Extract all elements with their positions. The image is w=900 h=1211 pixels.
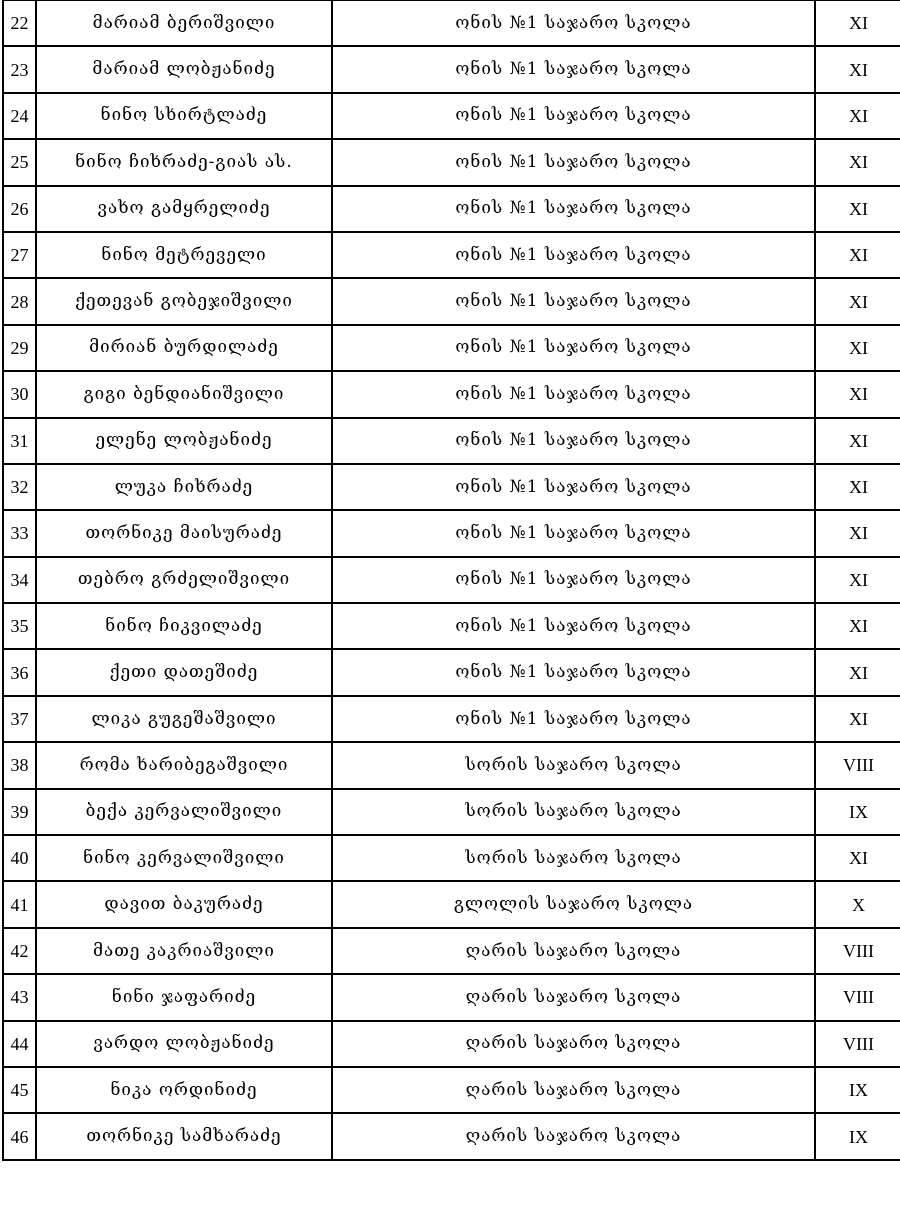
grade-level: XI bbox=[815, 1, 900, 47]
school-name: ონის №1 საჯარო სკოლა bbox=[332, 93, 815, 139]
school-name: ონის №1 საჯარო სკოლა bbox=[332, 325, 815, 371]
row-number: 23 bbox=[3, 46, 36, 92]
student-name: ნინო კერვალიშვილი bbox=[36, 835, 332, 881]
student-name: მარიამ ლობჟანიძე bbox=[36, 46, 332, 92]
school-name: ონის №1 საჯარო სკოლა bbox=[332, 649, 815, 695]
row-number: 37 bbox=[3, 696, 36, 742]
row-number: 28 bbox=[3, 278, 36, 324]
school-name: ონის №1 საჯარო სკოლა bbox=[332, 232, 815, 278]
school-name: ღარის საჯარო სკოლა bbox=[332, 974, 815, 1020]
row-number: 42 bbox=[3, 928, 36, 974]
table-row bbox=[3, 742, 900, 788]
school-name: გლოლის საჯარო სკოლა bbox=[332, 881, 815, 927]
school-name: ონის №1 საჯარო სკოლა bbox=[332, 603, 815, 649]
school-name: სორის საჯარო სკოლა bbox=[332, 789, 815, 835]
roster-body bbox=[3, 1, 900, 1160]
student-name: ნინო სხირტლაძე bbox=[36, 93, 332, 139]
table-row bbox=[3, 928, 900, 974]
school-name: ონის №1 საჯარო სკოლა bbox=[332, 278, 815, 324]
table-row bbox=[3, 325, 900, 371]
row-number: 43 bbox=[3, 974, 36, 1020]
student-name: რომა ხარიბეგაშვილი bbox=[36, 742, 332, 788]
grade-level: XI bbox=[815, 232, 900, 278]
grade-level: X bbox=[815, 881, 900, 927]
student-name: ნინო ჩიხრაძე-გიას ას. bbox=[36, 139, 332, 185]
grade-level: XI bbox=[815, 557, 900, 603]
school-name: ონის №1 საჯარო სკოლა bbox=[332, 1, 815, 47]
student-name: მათე კაკრიაშვილი bbox=[36, 928, 332, 974]
grade-level: XI bbox=[815, 464, 900, 510]
school-name: ონის №1 საჯარო სკოლა bbox=[332, 46, 815, 92]
table-row bbox=[3, 186, 900, 232]
school-name: ღარის საჯარო სკოლა bbox=[332, 1021, 815, 1067]
table-row bbox=[3, 557, 900, 603]
table-row bbox=[3, 93, 900, 139]
row-number: 25 bbox=[3, 139, 36, 185]
student-name: ქეთი დათეშიძე bbox=[36, 649, 332, 695]
school-name: ონის №1 საჯარო სკოლა bbox=[332, 139, 815, 185]
row-number: 27 bbox=[3, 232, 36, 278]
student-name: თებრო გრძელიშვილი bbox=[36, 557, 332, 603]
school-name: ღარის საჯარო სკოლა bbox=[332, 928, 815, 974]
school-name: ონის №1 საჯარო სკოლა bbox=[332, 510, 815, 556]
school-name: ღარის საჯარო სკოლა bbox=[332, 1067, 815, 1113]
grade-level: XI bbox=[815, 186, 900, 232]
student-name: ნინო ჩიკვილაძე bbox=[36, 603, 332, 649]
student-name: ვარდო ლობჟანიძე bbox=[36, 1021, 332, 1067]
row-number: 40 bbox=[3, 835, 36, 881]
table-row bbox=[3, 464, 900, 510]
grade-level: XI bbox=[815, 418, 900, 464]
student-name: ბექა კერვალიშვილი bbox=[36, 789, 332, 835]
grade-level: VIII bbox=[815, 742, 900, 788]
grade-level: IX bbox=[815, 1113, 900, 1159]
school-name: სორის საჯარო სკოლა bbox=[332, 835, 815, 881]
table-row bbox=[3, 418, 900, 464]
row-number: 39 bbox=[3, 789, 36, 835]
student-name: გიგი ბენდიანიშვილი bbox=[36, 371, 332, 417]
student-name: მარიამ ბერიშვილი bbox=[36, 1, 332, 47]
grade-level: XI bbox=[815, 325, 900, 371]
table-row bbox=[3, 603, 900, 649]
school-name: ონის №1 საჯარო სკოლა bbox=[332, 418, 815, 464]
row-number: 34 bbox=[3, 557, 36, 603]
row-number: 46 bbox=[3, 1113, 36, 1159]
table-row bbox=[3, 835, 900, 881]
grade-level: IX bbox=[815, 789, 900, 835]
grade-level: XI bbox=[815, 649, 900, 695]
table-row bbox=[3, 1, 900, 47]
school-name: ონის №1 საჯარო სკოლა bbox=[332, 557, 815, 603]
row-number: 35 bbox=[3, 603, 36, 649]
grade-level: XI bbox=[815, 93, 900, 139]
grade-level: XI bbox=[815, 139, 900, 185]
student-name: ელენე ლობჟანიძე bbox=[36, 418, 332, 464]
row-number: 44 bbox=[3, 1021, 36, 1067]
row-number: 31 bbox=[3, 418, 36, 464]
student-name: დავით ბაკურაძე bbox=[36, 881, 332, 927]
school-name: ონის №1 საჯარო სკოლა bbox=[332, 464, 815, 510]
student-name: ნიკა ორდინიძე bbox=[36, 1067, 332, 1113]
grade-level: VIII bbox=[815, 1021, 900, 1067]
student-name: მირიან ბურდილაძე bbox=[36, 325, 332, 371]
row-number: 32 bbox=[3, 464, 36, 510]
row-number: 24 bbox=[3, 93, 36, 139]
grade-level: VIII bbox=[815, 974, 900, 1020]
table-row bbox=[3, 139, 900, 185]
student-name: ნინო მეტრეველი bbox=[36, 232, 332, 278]
grade-level: XI bbox=[815, 603, 900, 649]
student-name: ქეთევან გობეჯიშვილი bbox=[36, 278, 332, 324]
table-row bbox=[3, 232, 900, 278]
row-number: 36 bbox=[3, 649, 36, 695]
student-roster-table bbox=[2, 0, 900, 1161]
row-number: 22 bbox=[3, 1, 36, 47]
table-row bbox=[3, 649, 900, 695]
grade-level: XI bbox=[815, 696, 900, 742]
school-name: ონის №1 საჯარო სკოლა bbox=[332, 371, 815, 417]
school-name: ღარის საჯარო სკოლა bbox=[332, 1113, 815, 1159]
grade-level: XI bbox=[815, 510, 900, 556]
row-number: 29 bbox=[3, 325, 36, 371]
table-row bbox=[3, 46, 900, 92]
grade-level: IX bbox=[815, 1067, 900, 1113]
school-name: ონის №1 საჯარო სკოლა bbox=[332, 186, 815, 232]
row-number: 33 bbox=[3, 510, 36, 556]
table-row bbox=[3, 1067, 900, 1113]
student-name: ლუკა ჩიხრაძე bbox=[36, 464, 332, 510]
grade-level: XI bbox=[815, 371, 900, 417]
table-row bbox=[3, 371, 900, 417]
row-number: 38 bbox=[3, 742, 36, 788]
student-name: თორნიკე მაისურაძე bbox=[36, 510, 332, 556]
student-name: ნინი ჯაფარიძე bbox=[36, 974, 332, 1020]
row-number: 30 bbox=[3, 371, 36, 417]
table-row bbox=[3, 510, 900, 556]
grade-level: XI bbox=[815, 835, 900, 881]
table-row bbox=[3, 278, 900, 324]
student-name: ლიკა გუგეშაშვილი bbox=[36, 696, 332, 742]
table-row bbox=[3, 789, 900, 835]
table-row bbox=[3, 696, 900, 742]
table-row bbox=[3, 974, 900, 1020]
school-name: ონის №1 საჯარო სკოლა bbox=[332, 696, 815, 742]
table-row bbox=[3, 881, 900, 927]
row-number: 41 bbox=[3, 881, 36, 927]
row-number: 26 bbox=[3, 186, 36, 232]
student-name: თორნიკე სამხარაძე bbox=[36, 1113, 332, 1159]
grade-level: XI bbox=[815, 46, 900, 92]
grade-level: XI bbox=[815, 278, 900, 324]
student-name: ვახო გამყრელიძე bbox=[36, 186, 332, 232]
row-number: 45 bbox=[3, 1067, 36, 1113]
school-name: სორის საჯარო სკოლა bbox=[332, 742, 815, 788]
table-row bbox=[3, 1021, 900, 1067]
table-row bbox=[3, 1113, 900, 1159]
grade-level: VIII bbox=[815, 928, 900, 974]
